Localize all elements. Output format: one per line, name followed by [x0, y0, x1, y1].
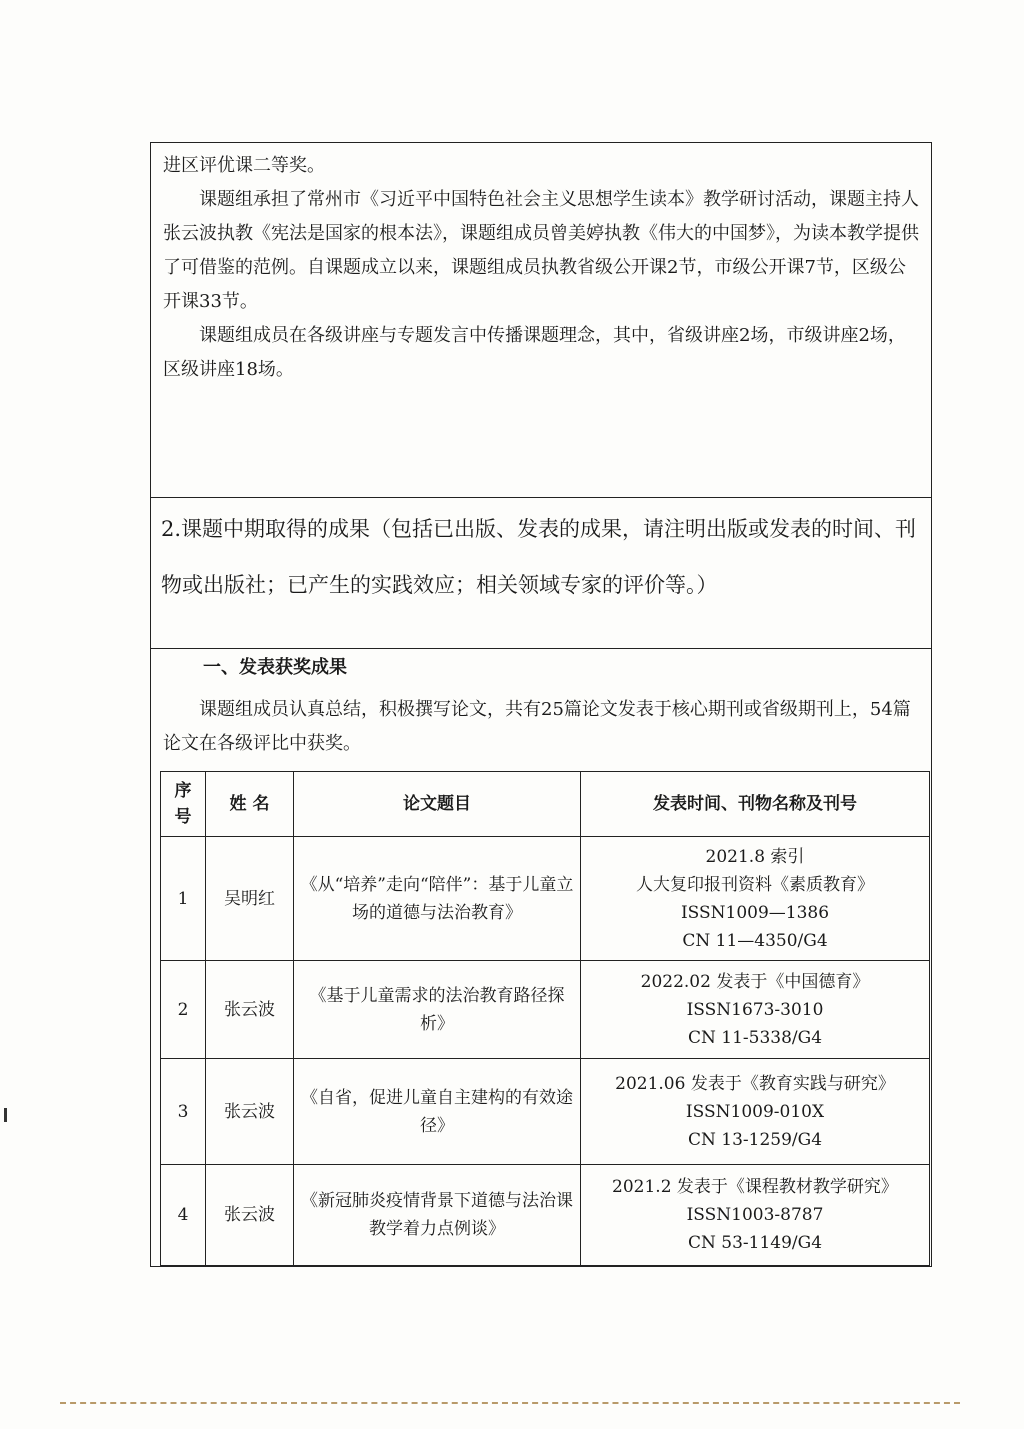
cell-pub: [581, 837, 930, 961]
cell-title: 《基于儿童需求的法治教育路径探析》: [294, 961, 581, 1059]
cell-seq: 1: [161, 837, 206, 961]
pub-line: ISSN1009—1386: [680, 902, 830, 923]
table-row: [161, 1165, 930, 1266]
paragraph-award-continuation: 进区评优课二等奖。: [163, 155, 325, 176]
table-row: [161, 961, 930, 1059]
cell-pub: [581, 1165, 930, 1266]
pub-line: ISSN1009-010X: [685, 1101, 825, 1122]
paragraph-teaching-activities: 课题组承担了常州市《习近平中国特色社会主义思想学生读本》教学研讨活动，课题主持人张云波执教《宪法是国家的根本法》，课题组成员曾美婷执教《伟大的中国梦》，为读本教学提供了可借鉴的范例。自课题成立以来，课题组成员执教省级公开课2节，市级公开课7节，区级公开课33节。: [163, 189, 919, 312]
table-header-row: [161, 772, 930, 837]
header-seq: 序号: [161, 772, 206, 837]
pub-line: 2021.2 发表于《课程教材教学研究》: [612, 1177, 898, 1197]
cell-title: 《新冠肺炎疫情背景下道德与法治课教学着力点例谈》: [294, 1165, 581, 1266]
header-pub: 发表时间、刊物名称及刊号: [581, 772, 930, 837]
header-name: 姓 名: [206, 772, 294, 837]
table-row: [161, 1059, 930, 1165]
pub-line: ISSN1673-3010: [686, 999, 824, 1020]
cell-name: 张云波: [206, 1165, 294, 1266]
scan-margin-mark: [4, 1108, 7, 1122]
pub-line: CN 11—4350/G4: [682, 930, 828, 951]
cell-seq: 4: [161, 1165, 206, 1266]
pub-line: CN 11-5338/G4: [687, 1027, 823, 1048]
cell-name: 吴明红: [206, 837, 294, 961]
pub-line: 人大复印报刊资料《素质教育》: [636, 874, 874, 895]
pub-line: CN 13-1259/G4: [687, 1129, 823, 1150]
cell-pub: [581, 961, 930, 1059]
cell-name: 张云波: [206, 1059, 294, 1165]
section-divider: [151, 497, 931, 498]
results-intro: 课题组成员认真总结，积极撰写论文，共有25篇论文发表于核心期刊或省级期刊上，54篇论文在各级评比中获奖。: [163, 699, 911, 754]
pub-line: 2022.02 发表于《中国德育》: [640, 971, 870, 992]
pub-line: CN 53-1149/G4: [687, 1233, 823, 1253]
page-bottom-rule: [60, 1402, 960, 1404]
cell-pub: [581, 1059, 930, 1165]
paragraph-lectures: 课题组成员在各级讲座与专题发言中传播课题理念，其中，省级讲座2场，市级讲座2场，区级讲座18场。: [163, 325, 906, 380]
pub-line: 2021.8 索引: [705, 846, 805, 867]
section-divider: [151, 648, 931, 649]
cell-seq: 2: [161, 961, 206, 1059]
cell-title: 《自省，促进儿童自主建构的有效途径》: [294, 1059, 581, 1165]
pub-line: 2021.06 发表于《教育实践与研究》: [615, 1073, 895, 1094]
table-row: [161, 837, 930, 961]
publications-table: [160, 771, 930, 1266]
cell-title: 《从“培养”走向“陪伴”：基于儿童立场的道德与法治教育》: [294, 837, 581, 961]
header-title: 论文题目: [294, 772, 581, 837]
results-heading: 一、发表获奖成果: [203, 657, 347, 678]
report-form-frame: [150, 142, 932, 1267]
cell-name: 张云波: [206, 961, 294, 1059]
section-2-title: 2.课题中期取得的成果（包括已出版、发表的成果，请注明出版或发表的时间、刊物或出版社；已产生的实践效应；相关领域专家的评价等。）: [161, 517, 917, 597]
cell-seq: 3: [161, 1059, 206, 1165]
pub-line: ISSN1003-8787: [686, 1205, 824, 1225]
